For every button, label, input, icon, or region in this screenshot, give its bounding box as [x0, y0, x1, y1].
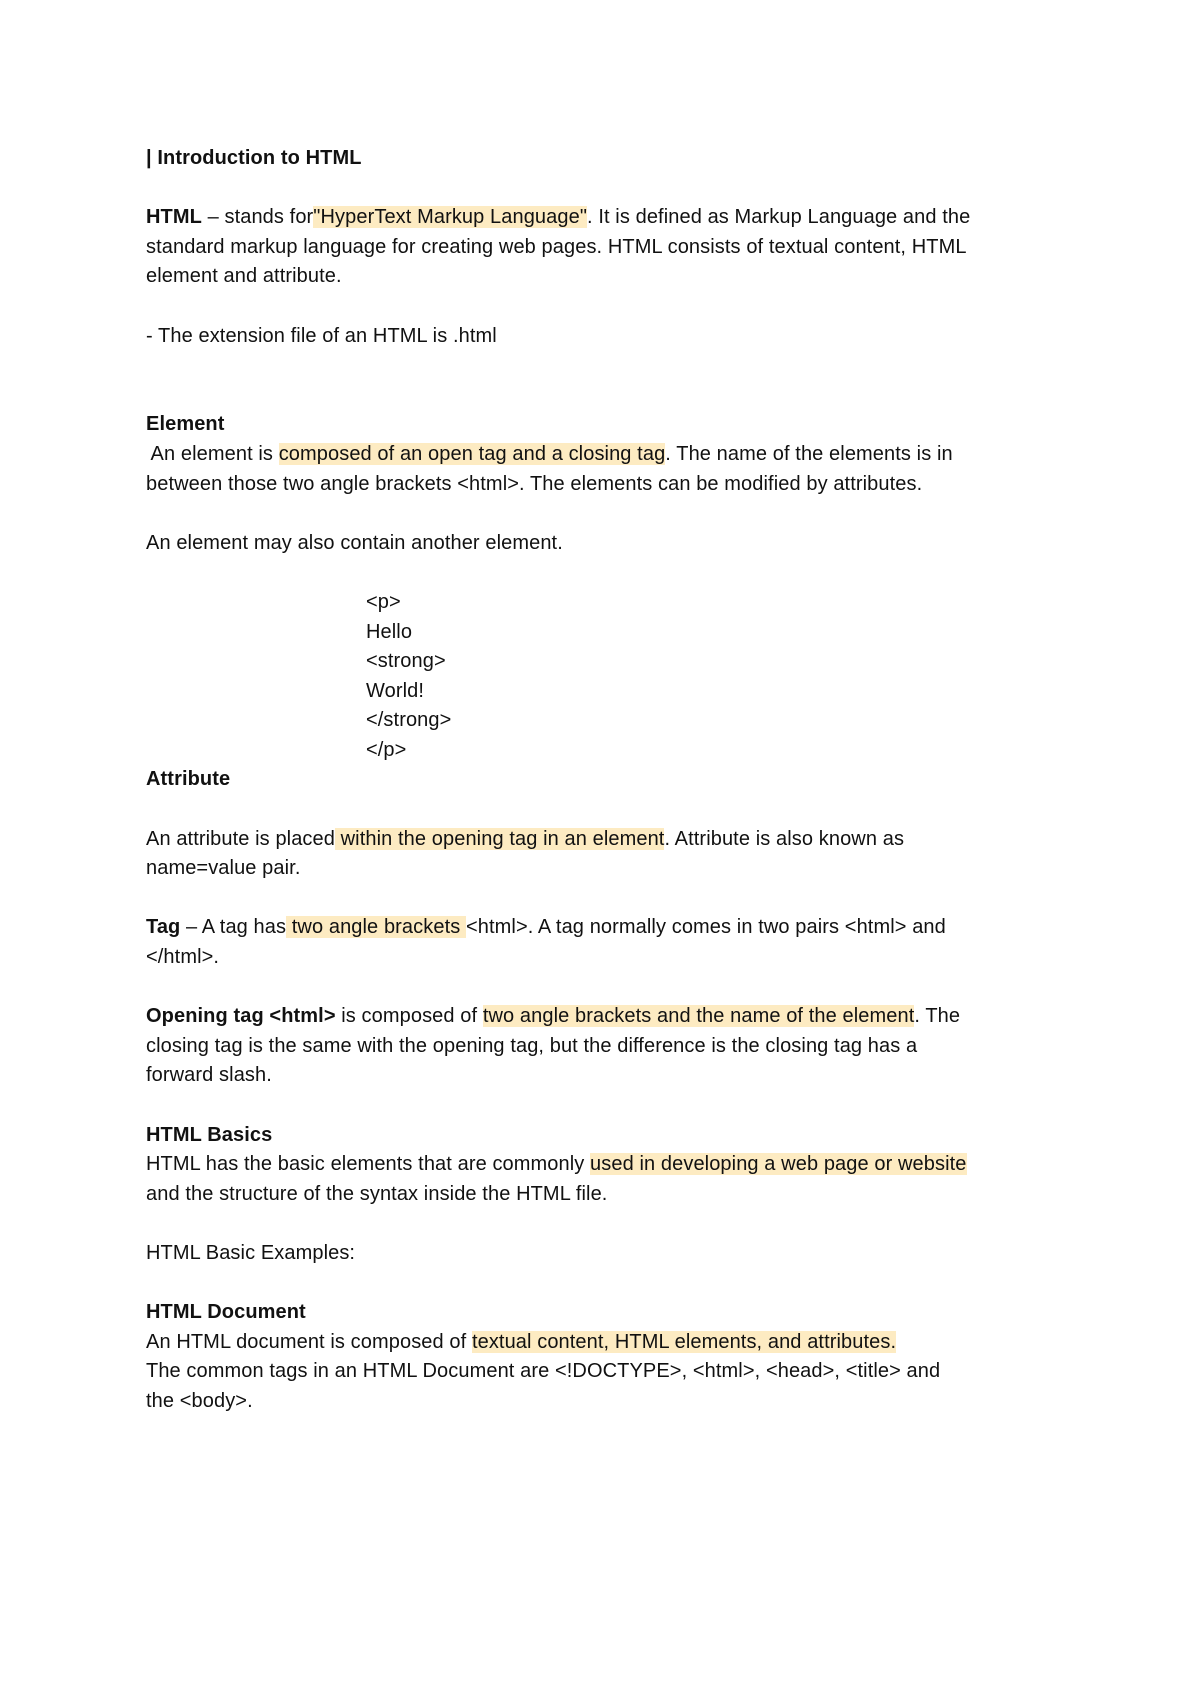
basics-line-2: and the structure of the syntax inside the HTML file.	[146, 1182, 608, 1205]
highlight: textual content, HTML elements, and attributes.	[471, 1330, 897, 1353]
html-definition-line-2: standard markup language for creating web pages. HTML consists of textual content, HTML	[146, 235, 967, 258]
html-definition-line-1: HTML – stands for"HyperText Markup Language". It is defined as Markup Language and the	[146, 206, 971, 229]
highlight: two angle brackets and the name of the element	[482, 1005, 915, 1028]
code-line: Hello	[366, 620, 413, 643]
element-line-1: An element is composed of an open tag and a closing tag. The name of the elements is in	[146, 442, 953, 465]
basics-examples: HTML Basic Examples:	[146, 1241, 356, 1264]
tag-line-2: </html>.	[146, 946, 220, 969]
opening-tag-line-2: closing tag is the same with the opening tag, but the difference is the closing tag has a	[146, 1034, 918, 1057]
element-heading: Element	[146, 413, 225, 436]
attribute-heading: Attribute	[146, 768, 231, 791]
extension-note: - The extension file of an HTML is .html	[146, 324, 497, 347]
code-line: <strong>	[366, 650, 446, 673]
basics-heading: HTML Basics	[146, 1123, 273, 1146]
highlight: "HyperText Markup Language"	[313, 206, 588, 229]
document-heading: HTML Document	[146, 1301, 306, 1324]
opening-tag-line-3: forward slash.	[146, 1064, 272, 1087]
document-line-2: The common tags in an HTML Document are <!DOCTYPE>, <html>, <head>, <title> and	[146, 1360, 941, 1383]
html-definition-line-3: element and attribute.	[146, 265, 342, 288]
document-page	[146, 144, 1066, 1417]
document-line-1: An HTML document is composed of textual content, HTML elements, and attributes.	[146, 1330, 897, 1353]
attribute-line-2: name=value pair.	[146, 857, 301, 880]
document-line-3: the <body>.	[146, 1389, 253, 1412]
highlight: used in developing a web page or website	[590, 1153, 967, 1176]
code-line: <p>	[366, 590, 401, 613]
highlight: two angle brackets	[286, 916, 466, 939]
opening-tag-line-1: Opening tag <html> is composed of two angle brackets and the name of the element. The	[146, 1005, 961, 1028]
tag-line-1: Tag – A tag has two angle brackets <html>. A tag normally comes in two pairs <html> and	[146, 916, 946, 939]
code-line: </p>	[366, 738, 407, 761]
code-line: </strong>	[366, 709, 452, 732]
element-line-2: between those two angle brackets <html>. The elements can be modified by attributes.	[146, 472, 923, 495]
page-title: | Introduction to HTML	[146, 147, 362, 169]
code-line: World!	[366, 679, 425, 702]
highlight: composed of an open tag and a closing tag	[278, 442, 666, 465]
basics-line-1: HTML has the basic elements that are commonly used in developing a web page or website	[146, 1153, 967, 1176]
element-contain-line: An element may also contain another element.	[146, 531, 563, 554]
highlight: within the opening tag in an element	[334, 827, 665, 850]
attribute-line-1: An attribute is placed within the opening tag in an element. Attribute is also known as	[146, 827, 905, 850]
